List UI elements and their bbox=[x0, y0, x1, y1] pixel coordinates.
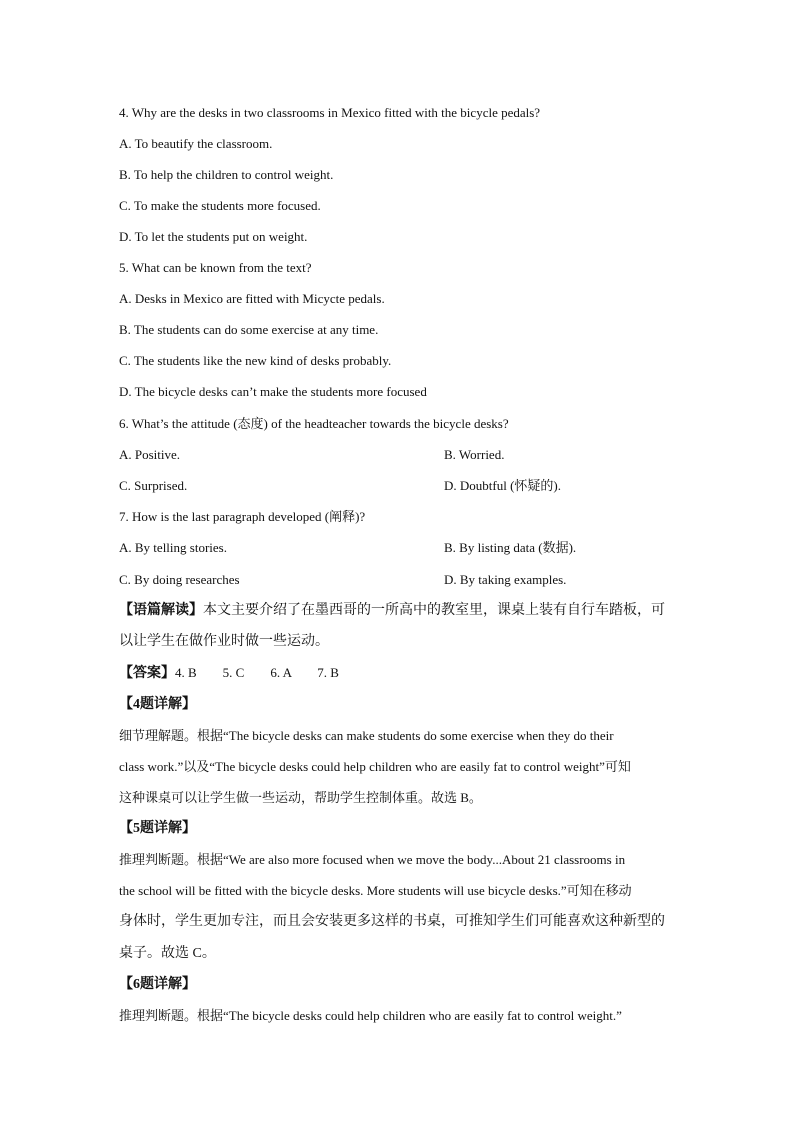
detail5-line-3: 身体时，学生更加专注，而且会安装更多这样的书桌，可推知学生们可能喜欢这种新型的 bbox=[119, 914, 665, 929]
detail4-line-3: 这种课桌可以让学生做一些运动，帮助学生控制体重。故选 B。 bbox=[119, 790, 482, 805]
answer-values: 4. B 5. C 6. A 7. B bbox=[175, 665, 339, 680]
detail5-line-4: 桌子。故选 C。 bbox=[119, 946, 216, 961]
q4-stem: 4. Why are the desks in two classrooms in Mexico fitted with the bicycle pedals? bbox=[119, 105, 541, 120]
answer-label: 【答案】 bbox=[119, 666, 175, 681]
q6-option-c: C. Surprised. bbox=[119, 478, 188, 493]
q4-option-c: C. To make the students more focused. bbox=[119, 198, 321, 213]
q6-stem: 6. What’s the attitude (态度) of the headteacher towards the bicycle desks? bbox=[119, 416, 509, 431]
analysis-text-2: 以让学生在做作业时做一些运动。 bbox=[119, 634, 329, 649]
q7-option-d: D. By taking examples. bbox=[444, 572, 567, 587]
q7-option-a: A. By telling stories. bbox=[119, 540, 227, 555]
q5-option-a: A. Desks in Mexico are fitted with Micycte pedals. bbox=[119, 291, 385, 306]
detail4-heading: 【4题详解】 bbox=[119, 697, 196, 712]
detail5-heading: 【5题详解】 bbox=[119, 821, 196, 836]
q5-option-d: D. The bicycle desks can’t make the students more focused bbox=[119, 384, 427, 399]
detail4-line-1: 细节理解题。根据“The bicycle desks can make students do some exercise when they do their bbox=[119, 728, 614, 743]
detail5-line-1: 推理判断题。根据“We are also more focused when we move the body...About 21 classrooms in bbox=[119, 852, 626, 867]
analysis-line-1 bbox=[119, 602, 665, 620]
analysis-label: 【语篇解读】 bbox=[119, 603, 203, 618]
detail4-line-2: class work.”以及“The bicycle desks could help children who are easily fat to control weight”可知 bbox=[119, 759, 631, 774]
detail5-line-2: the school will be fitted with the bicycle desks. More students will use bicycle desks.”可知在移动 bbox=[119, 883, 632, 898]
q6-option-a: A. Positive. bbox=[119, 447, 181, 462]
q7-option-b: B. By listing data (数据). bbox=[444, 540, 577, 555]
q6-option-d: D. Doubtful (怀疑的). bbox=[444, 478, 561, 493]
q4-option-a: A. To beautify the classroom. bbox=[119, 136, 273, 151]
q5-option-b: B. The students can do some exercise at any time. bbox=[119, 322, 379, 337]
q5-stem: 5. What can be known from the text? bbox=[119, 260, 312, 275]
q5-option-c: C. The students like the new kind of desks probably. bbox=[119, 353, 392, 368]
q7-option-c: C. By doing researches bbox=[119, 572, 240, 587]
analysis-text-1: 本文主要介绍了在墨西哥的一所高中的教室里，课桌上装有自行车踏板，可 bbox=[203, 603, 665, 618]
q4-option-d: D. To let the students put on weight. bbox=[119, 229, 308, 244]
detail6-line-1: 推理判断题。根据“The bicycle desks could help children who are easily fat to control weight.” bbox=[119, 1008, 622, 1023]
detail6-heading: 【6题详解】 bbox=[119, 977, 196, 992]
answer-line bbox=[119, 664, 339, 683]
q7-stem: 7. How is the last paragraph developed (阐释)? bbox=[119, 509, 366, 524]
q6-option-b: B. Worried. bbox=[444, 447, 505, 462]
q4-option-b: B. To help the children to control weight. bbox=[119, 167, 334, 182]
